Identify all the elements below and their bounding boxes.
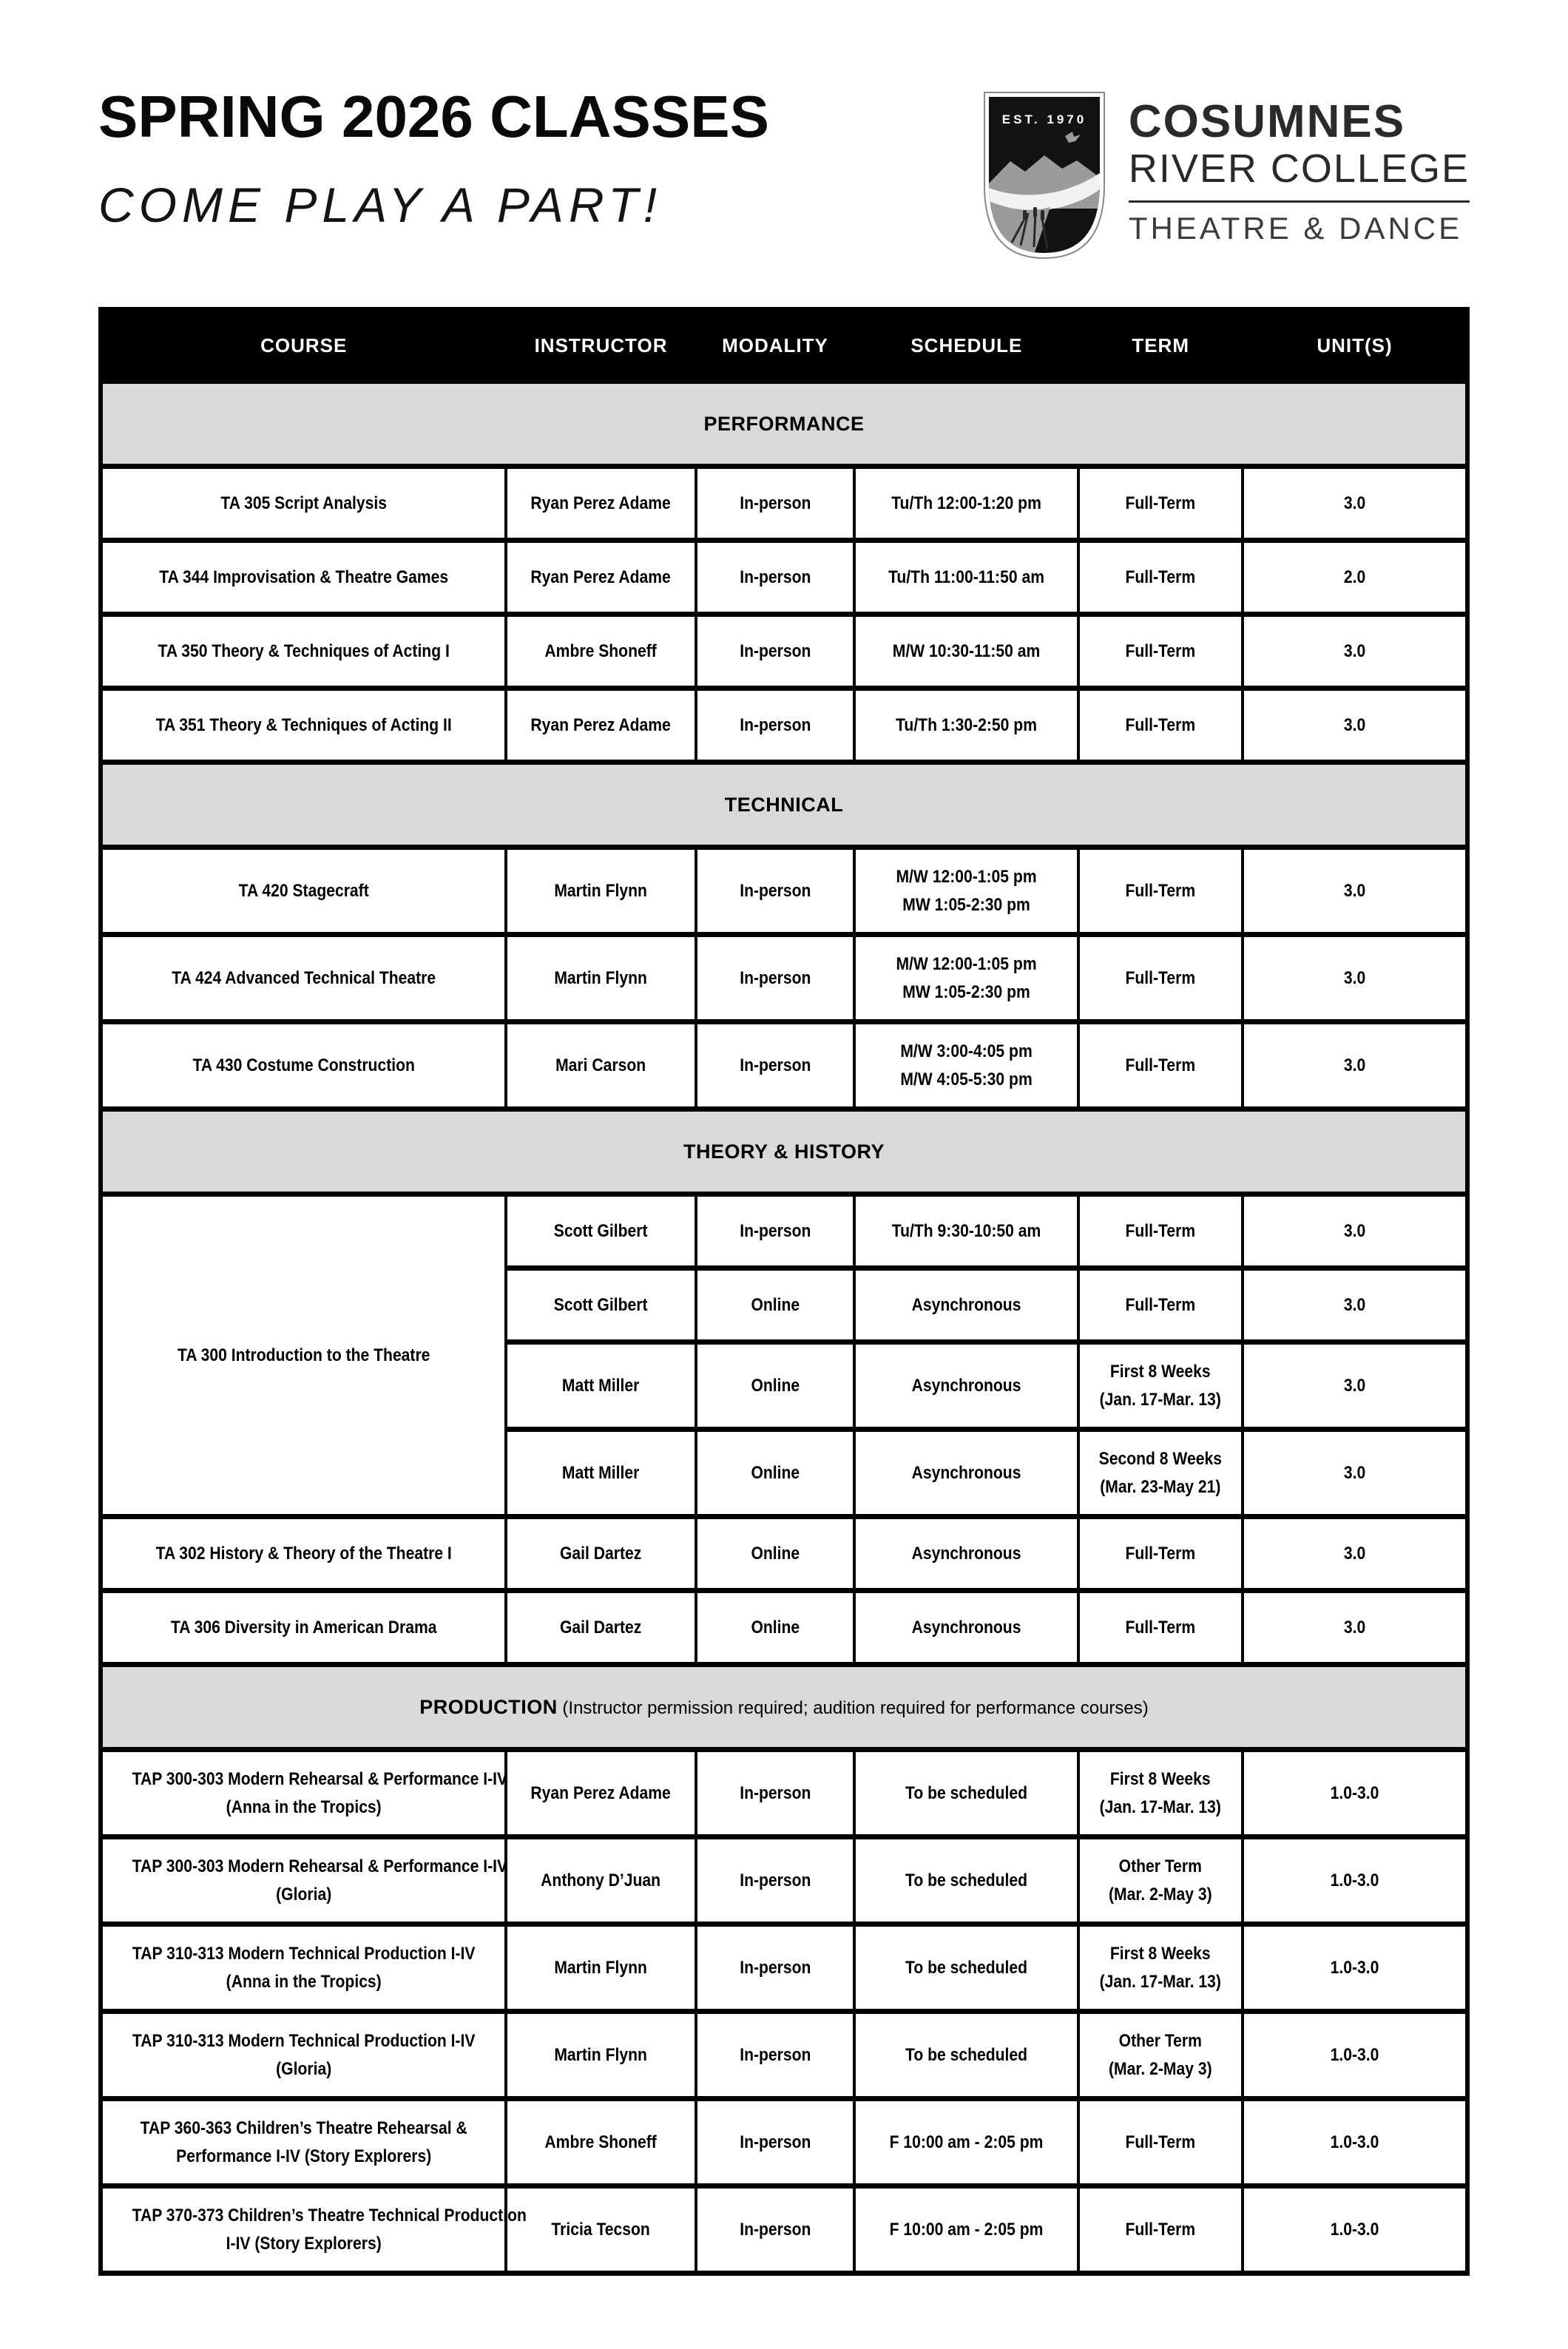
course-row	[101, 1750, 1467, 1837]
instructor-cell: Matt Miller	[506, 1342, 695, 1430]
schedule-cell: Asynchronous	[854, 1517, 1078, 1591]
units-cell: 1.0-3.0	[1243, 2012, 1467, 2099]
term-cell: Full-Term	[1078, 1022, 1243, 1109]
term-cell: Full-Term	[1078, 1517, 1243, 1591]
modality-cell: In-person	[696, 1194, 855, 1268]
modality-cell: In-person	[696, 1924, 855, 2012]
term-cell: Full-Term	[1078, 615, 1243, 689]
schedule-cell: M/W 12:00-1:05 pm MW 1:05-2:30 pm	[854, 935, 1078, 1022]
course-cell: TA 430 Costume Construction	[101, 1022, 506, 1109]
units-cell: 3.0	[1243, 689, 1467, 763]
schedule-cell: M/W 3:00-4:05 pm M/W 4:05-5:30 pm	[854, 1022, 1078, 1109]
units-cell: 3.0	[1243, 1517, 1467, 1591]
instructor-cell: Matt Miller	[506, 1430, 695, 1517]
course-cell: TA 351 Theory & Techniques of Acting II	[101, 689, 506, 763]
section-title: PERFORMANCE	[703, 412, 865, 435]
course-cell: TAP 370-373 Children’s Theatre Technical Production I-IV (Story Explorers)	[101, 2186, 506, 2274]
instructor-cell: Ambre Shoneff	[506, 2099, 695, 2186]
term-cell: Full-Term	[1078, 689, 1243, 763]
course-cell: TA 302 History & Theory of the Theatre I	[101, 1517, 506, 1591]
term-cell: Full-Term	[1078, 935, 1243, 1022]
units-cell: 1.0-3.0	[1243, 2099, 1467, 2186]
units-cell: 3.0	[1243, 1342, 1467, 1430]
column-header-unit-s: UNIT(S)	[1243, 310, 1467, 382]
section-note: (Instructor permission required; audition required for performance courses)	[557, 1697, 1149, 1718]
college-logo	[982, 90, 1470, 260]
column-header-course: COURSE	[101, 310, 506, 382]
schedule-cell: Asynchronous	[854, 1430, 1078, 1517]
units-cell: 3.0	[1243, 1268, 1467, 1342]
term-cell: First 8 Weeks (Jan. 17-Mar. 13)	[1078, 1342, 1243, 1430]
modality-cell: In-person	[696, 935, 855, 1022]
instructor-cell: Scott Gilbert	[506, 1268, 695, 1342]
units-cell: 3.0	[1243, 1022, 1467, 1109]
schedule-cell: M/W 12:00-1:05 pm MW 1:05-2:30 pm	[854, 848, 1078, 935]
course-cell: TA 305 Script Analysis	[101, 467, 506, 541]
course-cell: TA 344 Improvisation & Theatre Games	[101, 541, 506, 615]
modality-cell: In-person	[696, 848, 855, 935]
instructor-cell: Martin Flynn	[506, 2012, 695, 2099]
term-cell: Full-Term	[1078, 2099, 1243, 2186]
course-cell: TA 300 Introduction to the Theatre	[101, 1194, 506, 1517]
units-cell: 3.0	[1243, 1194, 1467, 1268]
instructor-cell: Ryan Perez Adame	[506, 1750, 695, 1837]
instructor-cell: Tricia Tecson	[506, 2186, 695, 2274]
section-title: TECHNICAL	[724, 793, 844, 816]
column-header-modality: MODALITY	[696, 310, 855, 382]
units-cell: 3.0	[1243, 848, 1467, 935]
units-cell: 3.0	[1243, 935, 1467, 1022]
section-header	[101, 763, 1467, 848]
crc-shield-icon	[982, 90, 1106, 260]
instructor-cell: Ryan Perez Adame	[506, 467, 695, 541]
term-cell: Full-Term	[1078, 1194, 1243, 1268]
instructor-cell: Martin Flynn	[506, 848, 695, 935]
schedule-cell: Asynchronous	[854, 1342, 1078, 1430]
instructor-cell: Mari Carson	[506, 1022, 695, 1109]
section-row-performance	[101, 382, 1467, 467]
schedule-cell: To be scheduled	[854, 1837, 1078, 1924]
modality-cell: In-person	[696, 2099, 855, 2186]
instructor-cell: Ambre Shoneff	[506, 615, 695, 689]
section-title: THEORY & HISTORY	[683, 1140, 885, 1163]
course-cell: TA 350 Theory & Techniques of Acting I	[101, 615, 506, 689]
modality-cell: In-person	[696, 467, 855, 541]
schedule-cell: Tu/Th 12:00-1:20 pm	[854, 467, 1078, 541]
term-cell: Full-Term	[1078, 541, 1243, 615]
logo-department: THEATRE & DANCE	[1128, 211, 1463, 246]
modality-cell: Online	[696, 1342, 855, 1430]
term-cell: Full-Term	[1078, 1591, 1243, 1665]
schedule-cell: Tu/Th 1:30-2:50 pm	[854, 689, 1078, 763]
section-row-theory-history	[101, 1109, 1467, 1194]
term-cell: Full-Term	[1078, 848, 1243, 935]
course-row	[101, 1591, 1467, 1665]
term-cell: Full-Term	[1078, 2186, 1243, 2274]
schedule-cell: F 10:00 am - 2:05 pm	[854, 2099, 1078, 2186]
term-cell: Full-Term	[1078, 467, 1243, 541]
term-cell: Other Term (Mar. 2-May 3)	[1078, 1837, 1243, 1924]
units-cell: 1.0-3.0	[1243, 1924, 1467, 2012]
masthead	[98, 84, 769, 232]
instructor-cell: Ryan Perez Adame	[506, 541, 695, 615]
modality-cell: In-person	[696, 1837, 855, 1924]
schedule-cell: Tu/Th 11:00-11:50 am	[854, 541, 1078, 615]
term-cell: Other Term (Mar. 2-May 3)	[1078, 2012, 1243, 2099]
course-row	[101, 2012, 1467, 2099]
section-header	[101, 1665, 1467, 1750]
modality-cell: In-person	[696, 689, 855, 763]
term-cell: First 8 Weeks (Jan. 17-Mar. 13)	[1078, 1924, 1243, 2012]
column-header-schedule: SCHEDULE	[854, 310, 1078, 382]
course-row	[101, 848, 1467, 935]
course-cell: TA 306 Diversity in American Drama	[101, 1591, 506, 1665]
course-row	[101, 467, 1467, 541]
course-cell: TAP 300-303 Modern Rehearsal & Performance I-IV (Anna in the Tropics)	[101, 1750, 506, 1837]
schedule-cell: Tu/Th 9:30-10:50 am	[854, 1194, 1078, 1268]
units-cell: 1.0-3.0	[1243, 1837, 1467, 1924]
modality-cell: In-person	[696, 615, 855, 689]
section-header	[101, 382, 1467, 467]
term-cell: Full-Term	[1078, 1268, 1243, 1342]
units-cell: 3.0	[1243, 1430, 1467, 1517]
column-header-instructor: INSTRUCTOR	[506, 310, 695, 382]
modality-cell: Online	[696, 1268, 855, 1342]
page-subtitle: COME PLAY A PART!	[98, 178, 663, 232]
modality-cell: In-person	[696, 1750, 855, 1837]
units-cell: 1.0-3.0	[1243, 2186, 1467, 2274]
course-cell: TAP 310-313 Modern Technical Production I-IV (Gloria)	[101, 2012, 506, 2099]
section-row-production	[101, 1665, 1467, 1750]
logo-text	[1129, 90, 1470, 244]
units-cell: 2.0	[1243, 541, 1467, 615]
term-cell: Second 8 Weeks (Mar. 23-May 21)	[1078, 1430, 1243, 1517]
schedule-cell: To be scheduled	[854, 1924, 1078, 2012]
course-cell: TAP 360-363 Children’s Theatre Rehearsal & Performance I-IV (Story Explorers)	[101, 2099, 506, 2186]
units-cell: 1.0-3.0	[1243, 1750, 1467, 1837]
course-row	[101, 2099, 1467, 2186]
schedule-cell: M/W 10:30-11:50 am	[854, 615, 1078, 689]
logo-college-name-line2: RIVER COLLEGE	[1128, 146, 1470, 192]
course-cell: TAP 310-313 Modern Technical Production I-IV (Anna in the Tropics)	[101, 1924, 506, 2012]
logo-college-name-line1: COSUMNES	[1128, 96, 1406, 147]
units-cell: 3.0	[1243, 1591, 1467, 1665]
table-header-row	[101, 310, 1467, 382]
instructor-cell: Gail Dartez	[506, 1591, 695, 1665]
instructor-cell: Gail Dartez	[506, 1517, 695, 1591]
modality-cell: In-person	[696, 2186, 855, 2274]
schedule-cell: Asynchronous	[854, 1268, 1078, 1342]
course-row	[101, 1194, 1467, 1268]
section-header	[101, 1109, 1467, 1194]
modality-cell: In-person	[696, 541, 855, 615]
course-cell: TA 420 Stagecraft	[101, 848, 506, 935]
modality-cell: In-person	[696, 1022, 855, 1109]
course-row	[101, 1924, 1467, 2012]
course-row	[101, 1517, 1467, 1591]
schedule-cell: F 10:00 am - 2:05 pm	[854, 2186, 1078, 2274]
column-header-term: TERM	[1078, 310, 1243, 382]
schedule-table	[98, 307, 1470, 2276]
course-row	[101, 1022, 1467, 1109]
page-title: SPRING 2026 CLASSES	[98, 84, 769, 149]
course-row	[101, 615, 1467, 689]
instructor-cell: Anthony D’Juan	[506, 1837, 695, 1924]
units-cell: 3.0	[1243, 467, 1467, 541]
modality-cell: Online	[696, 1517, 855, 1591]
course-cell: TA 424 Advanced Technical Theatre	[101, 935, 506, 1022]
course-row	[101, 541, 1467, 615]
schedule-cell: To be scheduled	[854, 1750, 1078, 1837]
course-cell: TAP 300-303 Modern Rehearsal & Performance I-IV (Gloria)	[101, 1837, 506, 1924]
schedule-cell: Asynchronous	[854, 1591, 1078, 1665]
modality-cell: Online	[696, 1430, 855, 1517]
course-row	[101, 689, 1467, 763]
instructor-cell: Martin Flynn	[506, 935, 695, 1022]
modality-cell: Online	[696, 1591, 855, 1665]
section-title: PRODUCTION	[419, 1695, 558, 1718]
instructor-cell: Scott Gilbert	[506, 1194, 695, 1268]
units-cell: 3.0	[1243, 615, 1467, 689]
modality-cell: In-person	[696, 2012, 855, 2099]
schedule-cell: To be scheduled	[854, 2012, 1078, 2099]
course-row	[101, 1837, 1467, 1924]
term-cell: First 8 Weeks (Jan. 17-Mar. 13)	[1078, 1750, 1243, 1837]
instructor-cell: Martin Flynn	[506, 1924, 695, 2012]
logo-established-text: EST. 1970	[1001, 112, 1087, 126]
course-row	[101, 2186, 1467, 2274]
instructor-cell: Ryan Perez Adame	[506, 689, 695, 763]
course-row	[101, 935, 1467, 1022]
logo-divider	[1129, 200, 1470, 203]
section-row-technical	[101, 763, 1467, 848]
